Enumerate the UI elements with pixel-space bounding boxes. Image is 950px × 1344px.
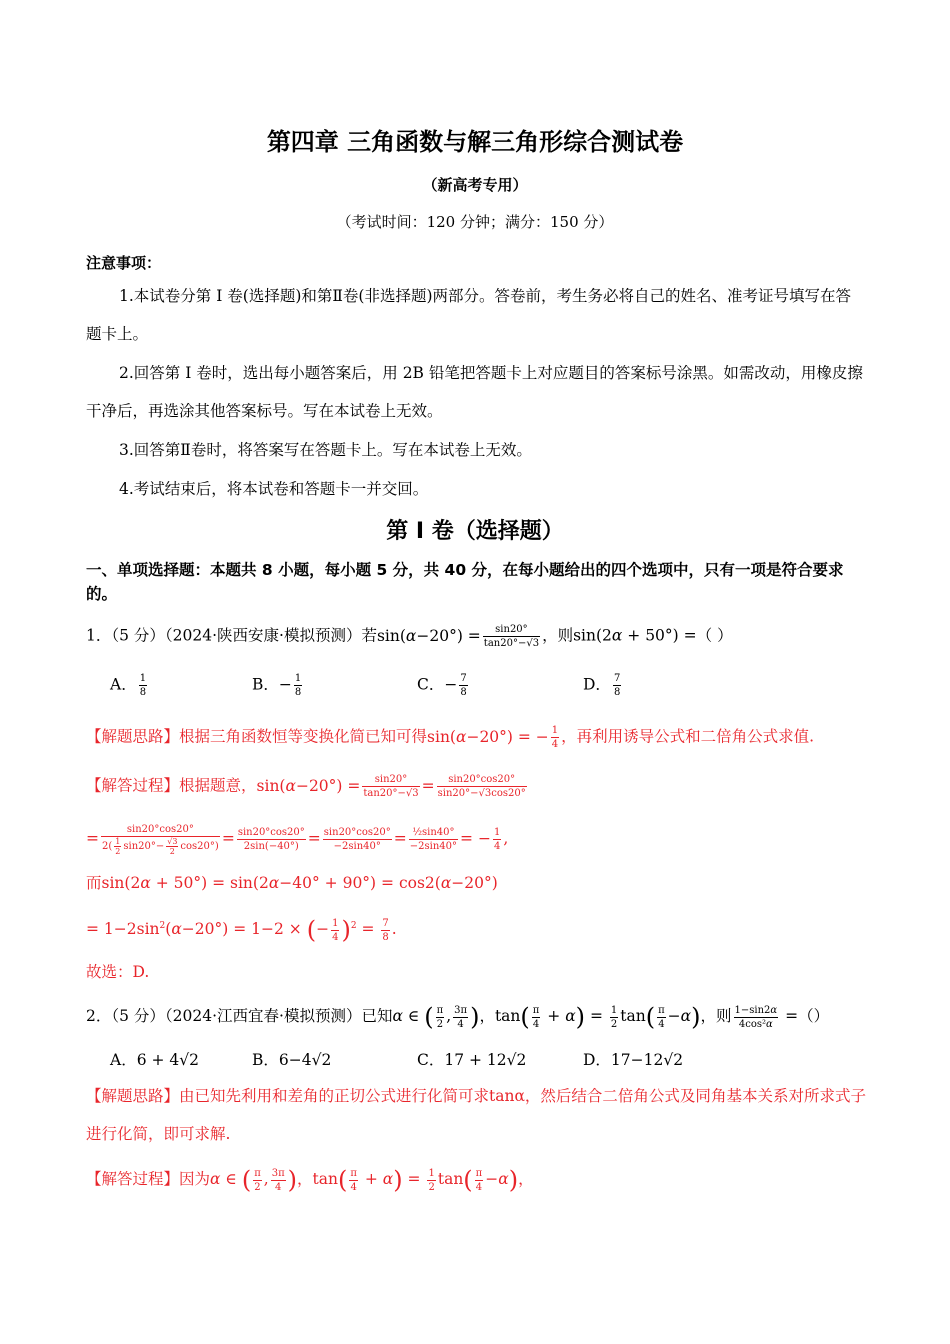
q2-prefix: 2．（5 分）（2024·江西宜春·模拟预测）已知 <box>86 1007 393 1025</box>
q1-process-line-3: 而sin(2α + 50°) = sin(2α−40° + 90°) = cos2(α−20°) <box>86 874 498 892</box>
q2-option-a[interactable]: A．6 + 4√2 <box>110 1051 199 1069</box>
notice-item-4: 4.考试结束后，将本试卷和答题卡一并交回。 <box>119 480 429 498</box>
idea-label: 【解题思路】 <box>86 727 180 746</box>
q1-option-b[interactable]: B．− $\frac{1}{8}$ <box>252 673 302 698</box>
question-2 <box>86 1003 829 1031</box>
idea-formula: sin(α−20°) = − $\frac{1}{4}$ <box>427 725 559 750</box>
process-label: 【解答过程】 <box>86 1170 180 1188</box>
q1-process-line-2: = sin20°cos20° 2( $\frac{1}{2}$ sin20°− $\frac{√3}{2}$ cos20°) = $\frac{\sin 20^\circ\cos 20^\circ}{2\sin(-40^\circ)}$ = $\frac{\sin 20^\circ\cos 20^\circ}{-2\sin 40^\circ}$ = $\frac{\text{½sin40°}}{-2\sin 40^\circ}$ = − $\frac{1}{4}$ , <box>86 824 509 856</box>
exam-info: （考试时间：120 分钟；满分：150 分） <box>336 213 614 231</box>
process-text: 根据题意， <box>179 776 257 795</box>
idea-tail: ，再利用诱导公式和二倍角公式求值. <box>561 727 815 746</box>
q1-process-line-4: = $1-2\sin^2(\alpha-20^\circ) = 1-2$ × (− $\frac{1}{4}$ )$^2$ = $\frac{7}{8}$ . <box>86 916 397 944</box>
line-prefix: 而 <box>86 874 102 892</box>
q1-prefix: 1．（5 分）（2024·陕西安康·模拟预测）若 <box>86 626 377 645</box>
q2-option-b[interactable]: B．6−4√2 <box>252 1051 332 1069</box>
section-header: 一、单项选择题：本题共 8 小题，每小题 5 分，共 40 分，在每小题给出的四个选项中，只有一项是符合要求的。 <box>86 561 844 603</box>
page-subtitle: （新高考专用） <box>422 176 528 194</box>
notice-item-3: 3.回答第Ⅱ卷时，将答案写在答题卡上。写在本试卷上无效。 <box>119 441 532 459</box>
q1-end: （ ） <box>696 626 733 645</box>
q2-solution-process <box>86 1166 534 1194</box>
q1-option-a[interactable]: A． $\frac{1}{8}$ <box>110 673 147 698</box>
process-formula: α ∈ ( $\frac{\pi}{2}$ , $\frac{3\pi}{4}$ )，tan( $\frac{\pi}{4}$ + α) = $\frac{1}{2}$ tan( $\frac{\pi}{4}$ −α)， <box>210 1166 534 1194</box>
notice-item-2: 2.回答第 I 卷时，选出每小题答案后，用 2B 铅笔把答题卡上对应题目的答案标号涂黑。如需改动，用橡皮擦干净后，再选涂其他答案标号。写在本试卷上无效。 <box>86 364 863 420</box>
q2-solution-idea <box>86 1077 868 1153</box>
option-label: D． <box>583 675 611 694</box>
q2-then: ，则 <box>700 1007 732 1025</box>
q1-solution-idea <box>86 724 814 751</box>
volume-title: 第 I 卷（选择题） <box>386 519 564 544</box>
q2-condition: α ∈ ( $\frac{\pi}{2}$ , $\frac{3\pi}{4}$ )，tan( $\frac{\pi}{4}$ + α) = $\frac{1}{2}$ tan( $\frac{\pi}{4}$ −α) <box>392 1003 701 1031</box>
process-formula-1: sin(α−20°) = $\frac{\sin 20^\circ}{\tan 20^\circ-√3}$ = $\frac{\sin 20^\circ\cos 20^\circ}{\sin 20^\circ-√3\cos 20^\circ}$ <box>256 774 526 799</box>
idea-text: 由已知先利用和差角的正切公式进行化简可求tanα，然后结合二倍角公式及同角基本关系对所求式子进行化简，即可求解. <box>86 1087 866 1143</box>
q1-solution-process <box>86 773 529 800</box>
q2-option-d[interactable]: D．17−12√2 <box>583 1051 684 1069</box>
q1-condition: sin(α−20°) = $\frac{\sin 20^\circ}{\tan 20^\circ-√3}$ <box>376 624 540 649</box>
q1-option-d[interactable]: D． $\frac{7}{8}$ <box>583 673 621 698</box>
q2-end: （） <box>798 1007 830 1025</box>
option-label: A． <box>110 675 137 694</box>
q2-target: $\frac{1-\sin 2\alpha}{\text{4cos²α}}$ = <box>734 1004 799 1030</box>
q2-option-c[interactable]: C．17 + 12√2 <box>417 1051 527 1069</box>
idea-label: 【解题思路】 <box>86 1087 180 1105</box>
idea-text: 根据三角函数恒等变换化简已知可得 <box>179 727 428 746</box>
q1-then: ，则 <box>542 626 574 645</box>
q1-option-c[interactable]: C．− $\frac{7}{8}$ <box>417 673 467 698</box>
process-text: 因为 <box>179 1170 211 1188</box>
q1-target: sin(2α + 50°) = <box>573 626 697 645</box>
option-label: B． <box>252 675 279 694</box>
q1-answer: 故选：D. <box>86 963 150 981</box>
question-1 <box>86 623 733 650</box>
page-title: 第四章 三角函数与解三角形综合测试卷 <box>266 128 684 156</box>
notice-item-1: 1.本试卷分第 I 卷(选择题)和第Ⅱ卷(非选择题)两部分。答卷前，考生务必将自己的姓名、准考证号填写在答题卡上。 <box>86 287 851 343</box>
process-label: 【解答过程】 <box>86 776 180 795</box>
notice-heading: 注意事项： <box>86 254 162 272</box>
option-label: C． <box>417 675 445 694</box>
